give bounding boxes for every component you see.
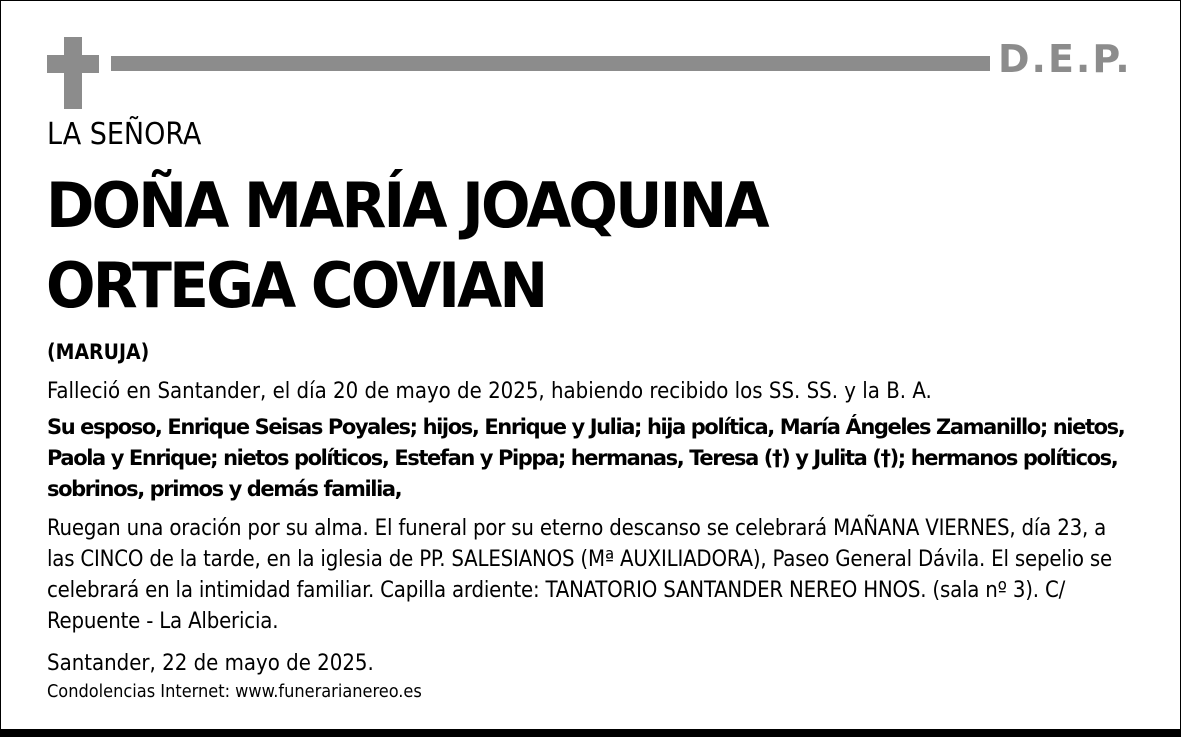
dep-label: D.E.P. <box>998 37 1132 81</box>
condolences-link[interactable]: Condolencias Internet: www.funerarianereo.es <box>47 681 422 702</box>
header-rule <box>111 56 990 71</box>
deceased-name <box>46 166 767 326</box>
deceased-name-line-2: ORTEGA COVIAN <box>46 249 546 322</box>
deceased-name-line-1: DOÑA MARÍA JOAQUINA <box>46 169 767 242</box>
nickname: (MARUJA) <box>47 340 150 364</box>
family-list: Su esposo, Enrique Seisas Poyales; hijos, Enrique y Julia; hija política, María Ángeles Zamanillo; nietos, Paola y Enrique; nietos políticos, Estefan y Pippa; hermanas, Teresa (†) y Julita (†); hermanos políticos, sobrinos, primos y demás familia, <box>47 415 1125 501</box>
cross-vertical-bar <box>64 37 82 109</box>
cross-horizontal-bar <box>47 55 99 73</box>
death-statement: Falleció en Santander, el día 20 de mayo de 2025, habiendo recibido los SS. SS. y la B. A. <box>47 379 932 404</box>
intro-title: LA SEÑORA <box>47 117 202 152</box>
funeral-details: Ruegan una oración por su alma. El funeral por su eterno descanso se celebrará MAÑANA VIERNES, día 23, a las CINCO de la tarde, en la iglesia de PP. SALESIANOS (Mª AUXILIADORA), Paseo General Dávila. El sepelio se celebrará en la intimidad familiar. Capilla ardiente: TANATORIO SANTANDER NEREO HNOS. (sala nº 3). C/ Repuente - La Albericia. <box>47 516 1112 634</box>
place-date-signoff: Santander, 22 de mayo de 2025. <box>47 651 374 676</box>
